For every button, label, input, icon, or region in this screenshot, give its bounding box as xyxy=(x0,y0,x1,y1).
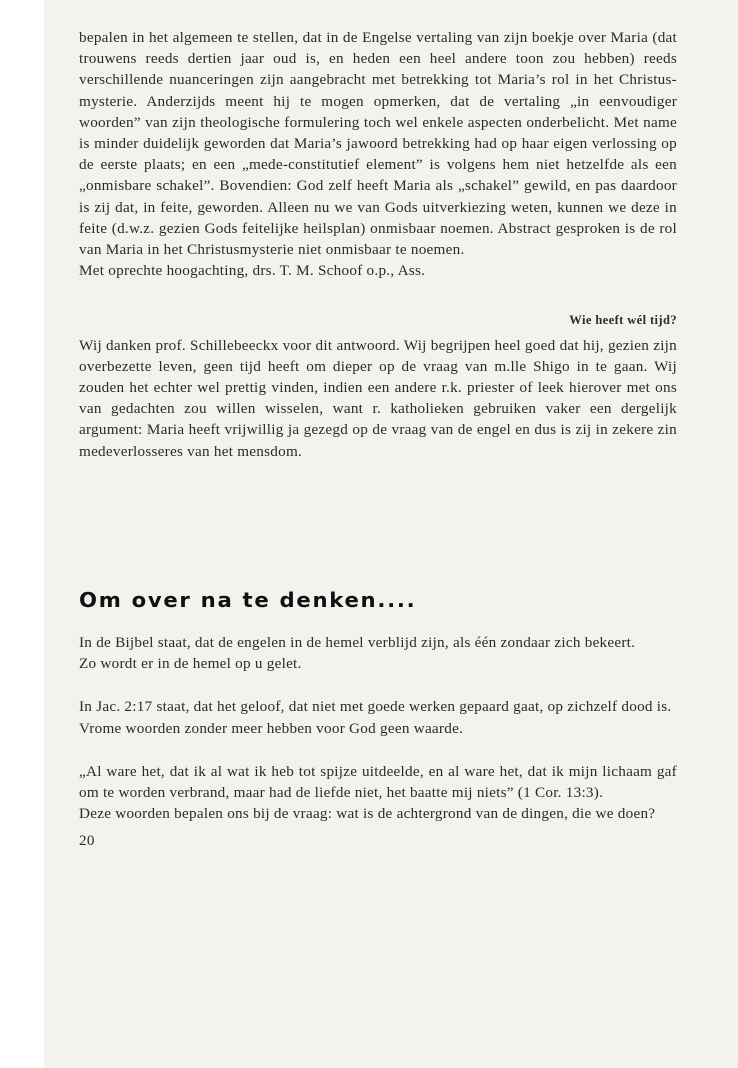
page-number: 20 xyxy=(79,832,95,850)
reflection-text: Zo wordt er in de hemel op u gelet. xyxy=(79,655,302,673)
reply-paragraph: Wij danken prof. Schillebeeckx voor dit antwoord. Wij begrijpen heel goed dat hij, gezien zijn overbezette leven, geen tijd heeft om dieper op de vraag van m.lle Shigo in te gaan. Wij zouden het echter wel prettig vinden, indien een andere r.k. priester of leek hierover met ons van gedachten zou willen wisselen, want r. katholieken gebruiken vaker een dergelijk argument: Maria heeft vrijwillig ja gezegd op de vraag van de engel en dus is zij in zekere zin medeverlosseres van het mensdom. xyxy=(79,336,677,460)
reflection-text: In de Bijbel staat, dat de engelen in de hemel verblijd zijn, als één zondaar zich bekeert. xyxy=(79,634,636,652)
reflection-text: Deze woorden bepalen ons bij de vraag: wat is de achtergrond van de dingen, die we doen? xyxy=(79,805,656,823)
reply-heading: Wie heeft wél tijd? xyxy=(569,313,677,328)
reflection-block-2 xyxy=(79,696,677,738)
page-content xyxy=(79,27,677,852)
reflection-text: „Al ware het, dat ik al wat ik heb tot spijze uitdeelde, en al ware het, dat ik mijn lichaam gaf om te worden verbrand, maar had de liefde niet, het baatte mij niets” (1 Cor. 13:3). xyxy=(79,762,677,802)
document-page xyxy=(44,0,738,1068)
reflection-text: In Jac. 2:17 staat, dat het geloof, dat niet met goede werken gepaard gaat, op zichzelf dood is. xyxy=(79,698,672,716)
section-title: Om over na te denken.... xyxy=(79,587,417,612)
letter-signature: Met oprechte hoogachting, drs. T. M. Schoof o.p., Ass. xyxy=(79,262,426,280)
reflection-block-3 xyxy=(79,761,677,825)
reflection-text: Vrome woorden zonder meer hebben voor God geen waarde. xyxy=(79,719,464,737)
letter-paragraph: bepalen in het algemeen te stellen, dat in de Engelse vertaling van zijn boekje over Maria (dat trouwens reeds dertien jaar oud is, en heden een heel andere toon zou hebben) reeds verschillende nuanceringen zijn aangebracht met betrekking tot Maria’s rol in het Christus-mysterie. Anderzijds meent hij te mogen opmerken, dat de vertaling „in eenvoudiger woorden” van zijn theologische formulering toch wel enkele aspecten onderbelicht. Met name is minder duidelijk geworden dat Maria’s jawoord betrekking had op haar eigen verlossing op de eerste plaats; en een „mede-constitutief element” is volgens hem niet hetzelfde als een „onmisbare schakel”. Bovendien: God zelf heeft Maria als „schakel” gewild, en pas daardoor is zij dat, in feite, geworden. Alleen nu we van Gods uitverkiezing weten, kunnen we deze in feite (d.w.z. gezien Gods feitelijke heilsplan) onmisbaar noemen. Abstract gesproken is de rol van Maria in het Christusmysterie niet onmisbaar te noemen. xyxy=(79,29,677,259)
reflection-block-1 xyxy=(79,632,677,674)
